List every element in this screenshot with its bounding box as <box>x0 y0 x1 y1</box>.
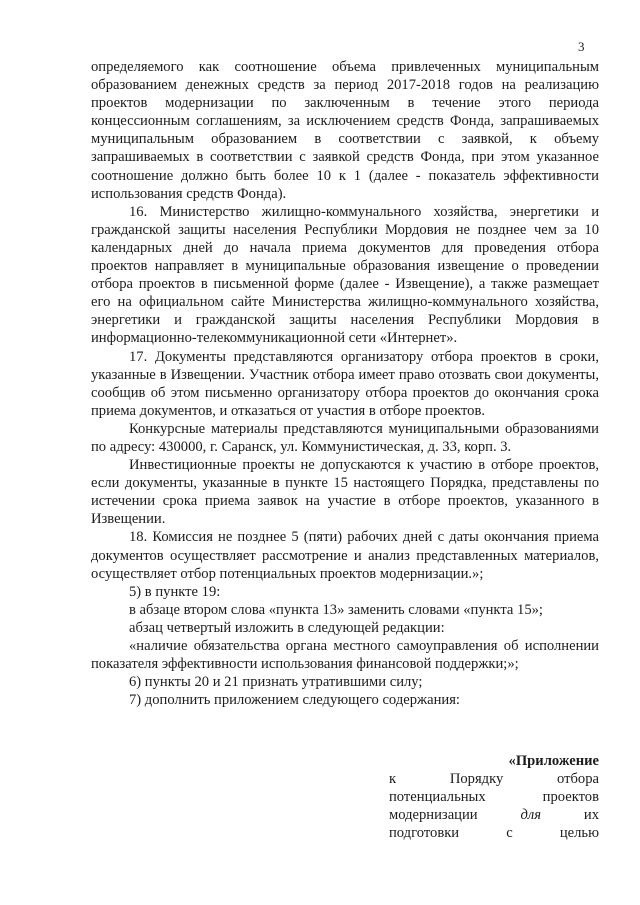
paragraph: 7) дополнить приложением следующего содержания: <box>129 692 460 709</box>
paragraph: абзац четвертый изложить в следующей редакции: <box>129 619 445 636</box>
appendix-line: к Порядку отбора <box>389 771 599 788</box>
appendix-line: подготовки с целью <box>389 825 599 842</box>
paragraph-item-16: 16. Министерство жилищно-коммунального хозяйства, энергетики и гражданской защиты населения Республики Мордовия не позднее чем за 10 календарных дней до начала приема документов для проведения отбора проектов направляет в муниципальные образования извещение о проведении отбора проектов в письменной форме (далее - Извещение), а также размещает его на официальном сайте Министерства жилищно-коммунального хозяйства, энергетики и гражданской защиты населения Республики Мордовия в информационно-телекоммуникационной сети «Интернет». <box>91 203 599 347</box>
paragraph: 5) в пункте 19: <box>129 583 221 600</box>
appendix-line: потенциальных проектов <box>389 789 599 806</box>
document-body <box>91 58 599 709</box>
page-number: 3 <box>578 39 585 54</box>
appendix-line: модернизации для их <box>389 807 599 824</box>
paragraph: определяемого как соотношение объема привлеченных муниципальным образованием денежных средств за период 2017-2018 годов на реализацию проектов модернизации по заключенным в течение этого периода концессионным соглашениям, за исключением средств Фонда, запрашиваемых муниципальным образованием в соответствии с заявкой, к объему запрашиваемых в соответствии с заявкой средств Фонда, при этом указанное соотношение должно быть более 10 к 1 (далее - показатель эффективности использования средств Фонда). <box>91 59 599 202</box>
paragraph: в абзаце втором слова «пункта 13» заменить словами «пункта 15»; <box>129 601 543 618</box>
paragraph: «наличие обязательства органа местного самоуправления об исполнении показателя эффективности использования финансовой поддержки;»; <box>91 638 599 673</box>
paragraph: Конкурсные материалы представляются муниципальными образованиями по адресу: 430000, г. Саранск, ул. Коммунистическая, д. 33, корп. 3. <box>91 420 599 455</box>
paragraph: Инвестиционные проекты не допускаются к участию в отборе проектов, если документы, указанные в пункте 15 настоящего Порядка, представлены по истечении срока приема заявок на участие в отборе проектов, указанного в Извещении. <box>91 457 599 528</box>
paragraph: 6) пункты 20 и 21 признать утратившими силу; <box>129 674 423 691</box>
paragraph-item-17: 17. Документы представляются организатору отбора проектов в сроки, указанные в Извещении. Участник отбора имеет право отозвать свои документы, сообщив об этом письменно организатору отбора проектов до окончания срока приема документов, и отказаться от участия в отборе проектов. <box>91 348 599 419</box>
appendix-heading <box>389 752 599 842</box>
appendix-title: «Приложение <box>508 753 599 769</box>
paragraph-item-18: 18. Комиссия не позднее 5 (пяти) рабочих дней с даты окончания приема документов осуществляет рассмотрение и анализ представленных материалов, осуществляет отбор потенциальных проектов модернизации.»; <box>91 529 599 582</box>
